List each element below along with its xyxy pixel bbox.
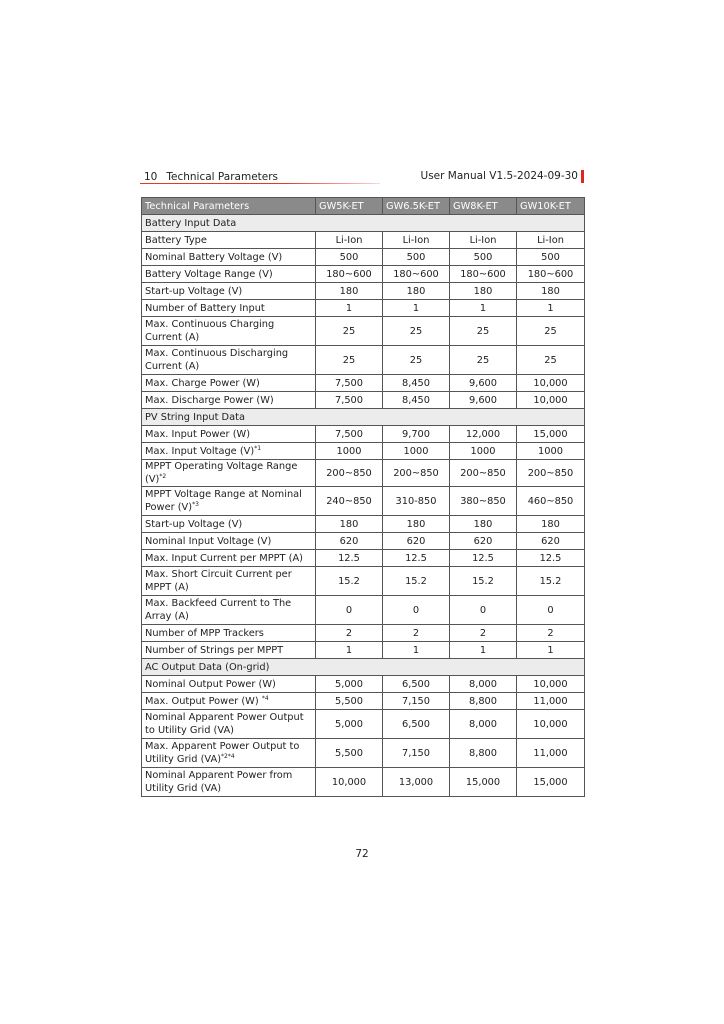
parameter-label: Start-up Voltage (V) bbox=[145, 285, 243, 297]
value-cell: 12.5 bbox=[316, 550, 383, 567]
value-cell: 12.5 bbox=[450, 550, 517, 567]
parameter-label-cell bbox=[142, 232, 316, 249]
table-row bbox=[142, 533, 585, 550]
table-row bbox=[142, 625, 585, 642]
value-cell: 2 bbox=[450, 625, 517, 642]
value-cell: 15.2 bbox=[383, 567, 450, 596]
value-cell: 7,150 bbox=[383, 739, 450, 768]
table-row bbox=[142, 516, 585, 533]
footnote-marker: *2 bbox=[159, 473, 167, 480]
parameter-label: Max. Charge Power (W) bbox=[145, 377, 260, 389]
section-label: Battery Input Data bbox=[142, 215, 585, 232]
value-cell: 8,000 bbox=[450, 710, 517, 739]
column-header: GW8K-ET bbox=[450, 198, 517, 215]
table-row bbox=[142, 596, 585, 625]
value-cell: 180 bbox=[450, 283, 517, 300]
manual-version-text: User Manual V1.5-2024-09-30 bbox=[420, 170, 578, 182]
value-cell: 25 bbox=[450, 346, 517, 375]
parameter-label-cell bbox=[142, 487, 316, 516]
parameter-label: Max. Output Power (W) bbox=[145, 695, 262, 707]
table-row bbox=[142, 443, 585, 460]
parameter-label: Max. Short Circuit Current per MPPT (A) bbox=[145, 569, 292, 593]
parameter-label: Number of MPP Trackers bbox=[145, 627, 264, 639]
section-label: PV String Input Data bbox=[142, 409, 585, 426]
parameter-label-cell bbox=[142, 550, 316, 567]
parameter-label-cell bbox=[142, 443, 316, 460]
header-divider bbox=[140, 183, 380, 184]
table-row bbox=[142, 317, 585, 346]
value-cell: 10,000 bbox=[316, 768, 383, 797]
parameter-label: Battery Voltage Range (V) bbox=[145, 268, 273, 280]
parameter-label: Max. Apparent Power Output to Utility Grid (VA) bbox=[145, 741, 300, 765]
value-cell: 460~850 bbox=[517, 487, 585, 516]
value-cell: 0 bbox=[383, 596, 450, 625]
value-cell: 10,000 bbox=[517, 375, 585, 392]
table-body bbox=[142, 215, 585, 797]
parameter-label-cell bbox=[142, 283, 316, 300]
value-cell: 5,500 bbox=[316, 693, 383, 710]
parameter-label: Number of Battery Input bbox=[145, 302, 265, 314]
parameter-label: Max. Discharge Power (W) bbox=[145, 394, 274, 406]
parameter-label: Start-up Voltage (V) bbox=[145, 518, 243, 530]
value-cell: 5,500 bbox=[316, 739, 383, 768]
value-cell: 1 bbox=[316, 300, 383, 317]
table-row bbox=[142, 550, 585, 567]
value-cell: 0 bbox=[450, 596, 517, 625]
table-row bbox=[142, 710, 585, 739]
parameter-label: Max. Input Voltage (V) bbox=[145, 445, 255, 457]
parameter-label-cell bbox=[142, 460, 316, 487]
value-cell: 8,450 bbox=[383, 392, 450, 409]
value-cell: 180 bbox=[517, 516, 585, 533]
value-cell: 25 bbox=[316, 346, 383, 375]
value-cell: 1 bbox=[450, 642, 517, 659]
table-row bbox=[142, 426, 585, 443]
footnote-marker: *2*4 bbox=[221, 753, 235, 760]
value-cell: 9,600 bbox=[450, 392, 517, 409]
table-row bbox=[142, 392, 585, 409]
value-cell: 1000 bbox=[383, 443, 450, 460]
parameter-label: Nominal Output Power (W) bbox=[145, 678, 276, 690]
value-cell: 25 bbox=[383, 317, 450, 346]
parameter-label: Nominal Apparent Power from Utility Grid (VA) bbox=[145, 770, 293, 794]
value-cell: 620 bbox=[316, 533, 383, 550]
value-cell: 620 bbox=[450, 533, 517, 550]
value-cell: 1 bbox=[450, 300, 517, 317]
value-cell: 180 bbox=[383, 516, 450, 533]
parameter-label: Nominal Battery Voltage (V) bbox=[145, 251, 283, 263]
footnote-marker: *4 bbox=[261, 694, 269, 702]
parameter-label-cell bbox=[142, 249, 316, 266]
value-cell: 180 bbox=[517, 283, 585, 300]
value-cell: 5,000 bbox=[316, 710, 383, 739]
value-cell: 500 bbox=[383, 249, 450, 266]
section-number: 10 bbox=[144, 171, 158, 183]
parameter-label: Max. Backfeed Current to The Array (A) bbox=[145, 598, 292, 622]
page-number: 72 bbox=[355, 848, 369, 860]
table-row bbox=[142, 768, 585, 797]
value-cell: 7,500 bbox=[316, 392, 383, 409]
table-row bbox=[142, 300, 585, 317]
table-header-row bbox=[142, 198, 585, 215]
footnote-marker: *3 bbox=[192, 501, 199, 508]
value-cell: 25 bbox=[450, 317, 517, 346]
parameter-label: Max. Continuous Discharging Current (A) bbox=[145, 348, 289, 372]
parameter-label-cell bbox=[142, 533, 316, 550]
value-cell: 6,500 bbox=[383, 710, 450, 739]
value-cell: 7,150 bbox=[383, 693, 450, 710]
value-cell: 620 bbox=[383, 533, 450, 550]
section-row bbox=[142, 659, 585, 676]
value-cell: Li-Ion bbox=[316, 232, 383, 249]
value-cell: 500 bbox=[517, 249, 585, 266]
table-row bbox=[142, 283, 585, 300]
value-cell: 25 bbox=[517, 317, 585, 346]
value-cell: 11,000 bbox=[517, 739, 585, 768]
table-row bbox=[142, 642, 585, 659]
table-row bbox=[142, 460, 585, 487]
value-cell: 7,500 bbox=[316, 426, 383, 443]
parameter-label-cell bbox=[142, 710, 316, 739]
parameter-label-cell bbox=[142, 567, 316, 596]
section-heading bbox=[144, 171, 278, 183]
value-cell: 1 bbox=[316, 642, 383, 659]
value-cell: 380~850 bbox=[450, 487, 517, 516]
value-cell: 180 bbox=[383, 283, 450, 300]
value-cell: 15.2 bbox=[316, 567, 383, 596]
value-cell: 8,000 bbox=[450, 676, 517, 693]
value-cell: Li-Ion bbox=[383, 232, 450, 249]
value-cell: 620 bbox=[517, 533, 585, 550]
manual-version bbox=[421, 170, 584, 182]
header-accent-bar bbox=[581, 170, 584, 183]
table-row bbox=[142, 739, 585, 768]
value-cell: 11,000 bbox=[517, 693, 585, 710]
value-cell: 10,000 bbox=[517, 710, 585, 739]
value-cell: 0 bbox=[517, 596, 585, 625]
parameter-label: Nominal Apparent Power Output to Utility Grid (VA) bbox=[145, 712, 304, 736]
parameter-label-cell bbox=[142, 676, 316, 693]
parameter-label: MPPT Voltage Range at Nominal Power (V) bbox=[145, 489, 302, 513]
parameter-label: MPPT Operating Voltage Range (V) bbox=[145, 461, 298, 485]
column-header: GW5K-ET bbox=[316, 198, 383, 215]
table-row bbox=[142, 249, 585, 266]
value-cell: 25 bbox=[316, 317, 383, 346]
value-cell: 8,450 bbox=[383, 375, 450, 392]
value-cell: 1 bbox=[383, 300, 450, 317]
value-cell: 180~600 bbox=[517, 266, 585, 283]
parameter-label: Number of Strings per MPPT bbox=[145, 644, 284, 656]
value-cell: 10,000 bbox=[517, 392, 585, 409]
value-cell: 1000 bbox=[450, 443, 517, 460]
value-cell: 180 bbox=[450, 516, 517, 533]
parameter-label: Max. Continuous Charging Current (A) bbox=[145, 319, 275, 343]
parameter-label-cell bbox=[142, 693, 316, 710]
table-row bbox=[142, 375, 585, 392]
section-row bbox=[142, 215, 585, 232]
value-cell: 15,000 bbox=[450, 768, 517, 797]
value-cell: 200~850 bbox=[517, 460, 585, 487]
parameter-label: Max. Input Current per MPPT (A) bbox=[145, 552, 303, 564]
parameter-label-cell bbox=[142, 516, 316, 533]
table-row bbox=[142, 346, 585, 375]
value-cell: 2 bbox=[517, 625, 585, 642]
value-cell: 180~600 bbox=[450, 266, 517, 283]
footnote-marker: *1 bbox=[254, 444, 262, 452]
value-cell: 310-850 bbox=[383, 487, 450, 516]
parameter-label: Max. Input Power (W) bbox=[145, 428, 251, 440]
value-cell: 200~850 bbox=[383, 460, 450, 487]
parameter-label: Battery Type bbox=[145, 234, 207, 246]
value-cell: 7,500 bbox=[316, 375, 383, 392]
value-cell: 180 bbox=[316, 516, 383, 533]
value-cell: Li-Ion bbox=[517, 232, 585, 249]
parameter-label-cell bbox=[142, 768, 316, 797]
value-cell: 8,800 bbox=[450, 693, 517, 710]
column-header: GW10K-ET bbox=[517, 198, 585, 215]
parameter-label-cell bbox=[142, 426, 316, 443]
technical-parameters-table bbox=[141, 197, 585, 797]
value-cell: 9,600 bbox=[450, 375, 517, 392]
value-cell: 15.2 bbox=[517, 567, 585, 596]
parameter-label-cell bbox=[142, 392, 316, 409]
table-row bbox=[142, 232, 585, 249]
value-cell: 1 bbox=[383, 642, 450, 659]
value-cell: 10,000 bbox=[517, 676, 585, 693]
value-cell: 180~600 bbox=[383, 266, 450, 283]
table-row bbox=[142, 487, 585, 516]
value-cell: 1 bbox=[517, 642, 585, 659]
section-title: Technical Parameters bbox=[166, 171, 279, 183]
column-header: GW6.5K-ET bbox=[383, 198, 450, 215]
parameter-label: Nominal Input Voltage (V) bbox=[145, 535, 272, 547]
parameter-label-cell bbox=[142, 317, 316, 346]
value-cell: 1 bbox=[517, 300, 585, 317]
value-cell: 180 bbox=[316, 283, 383, 300]
value-cell: 13,000 bbox=[383, 768, 450, 797]
table-row bbox=[142, 567, 585, 596]
section-label: AC Output Data (On-grid) bbox=[142, 659, 585, 676]
value-cell: 200~850 bbox=[316, 460, 383, 487]
value-cell: 180~600 bbox=[316, 266, 383, 283]
section-row bbox=[142, 409, 585, 426]
parameter-label-cell bbox=[142, 625, 316, 642]
value-cell: 15,000 bbox=[517, 768, 585, 797]
value-cell: 8,800 bbox=[450, 739, 517, 768]
value-cell: 15.2 bbox=[450, 567, 517, 596]
value-cell: 9,700 bbox=[383, 426, 450, 443]
value-cell: 240~850 bbox=[316, 487, 383, 516]
parameter-label-cell bbox=[142, 266, 316, 283]
value-cell: 500 bbox=[450, 249, 517, 266]
parameter-label-cell bbox=[142, 596, 316, 625]
value-cell: 200~850 bbox=[450, 460, 517, 487]
value-cell: 0 bbox=[316, 596, 383, 625]
table-row bbox=[142, 266, 585, 283]
parameter-label-cell bbox=[142, 375, 316, 392]
value-cell: 5,000 bbox=[316, 676, 383, 693]
value-cell: 2 bbox=[383, 625, 450, 642]
value-cell: 500 bbox=[316, 249, 383, 266]
parameter-label-cell bbox=[142, 346, 316, 375]
table-row bbox=[142, 693, 585, 710]
parameter-label-cell bbox=[142, 300, 316, 317]
value-cell: 12.5 bbox=[517, 550, 585, 567]
value-cell: 1000 bbox=[517, 443, 585, 460]
value-cell: 6,500 bbox=[383, 676, 450, 693]
column-header: Technical Parameters bbox=[142, 198, 316, 215]
value-cell: 12,000 bbox=[450, 426, 517, 443]
value-cell: 2 bbox=[316, 625, 383, 642]
value-cell: 25 bbox=[383, 346, 450, 375]
parameter-label-cell bbox=[142, 642, 316, 659]
value-cell: 25 bbox=[517, 346, 585, 375]
value-cell: 12.5 bbox=[383, 550, 450, 567]
table-row bbox=[142, 676, 585, 693]
value-cell: 15,000 bbox=[517, 426, 585, 443]
parameter-label-cell bbox=[142, 739, 316, 768]
value-cell: 1000 bbox=[316, 443, 383, 460]
value-cell: Li-Ion bbox=[450, 232, 517, 249]
